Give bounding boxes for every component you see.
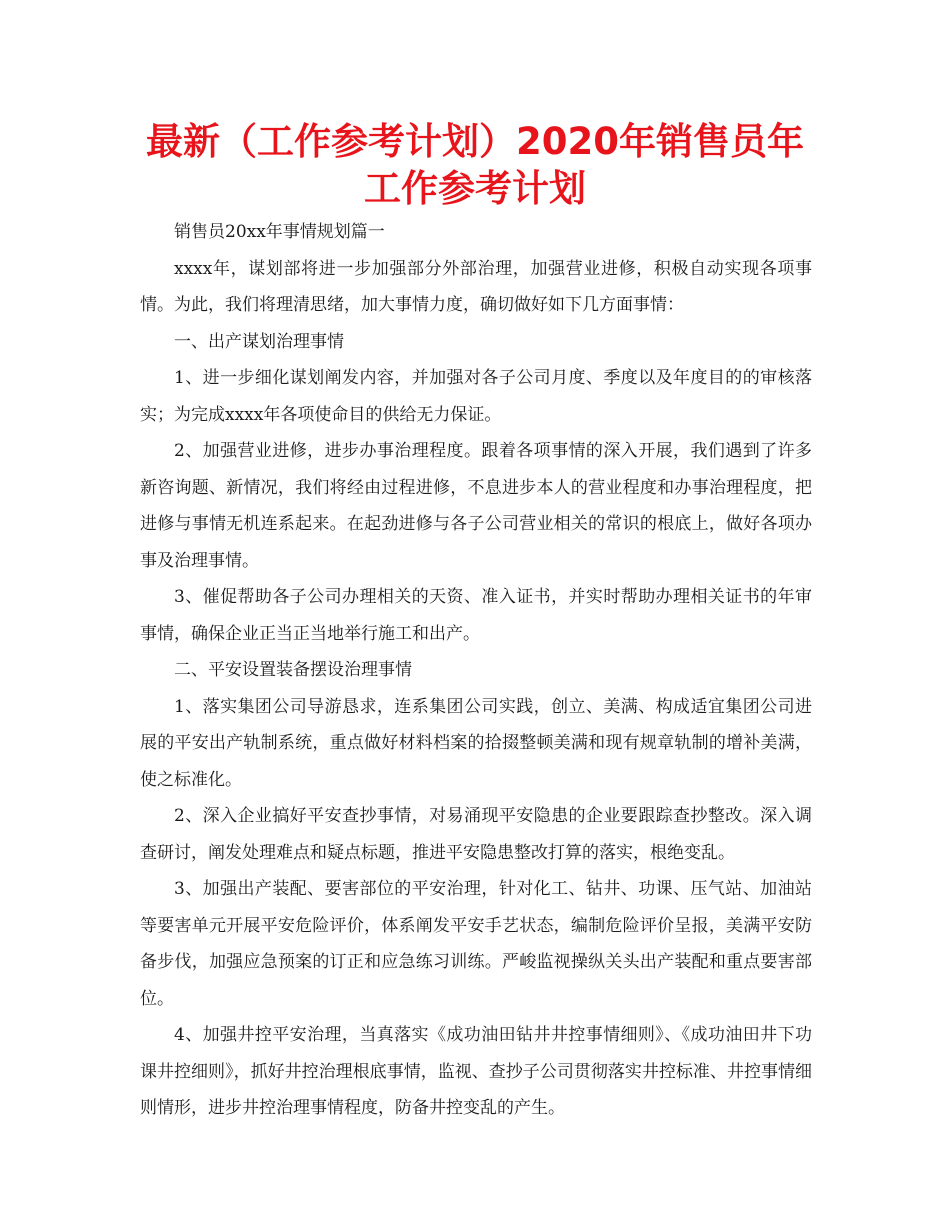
paragraph-safety-2: 2、深入企业搞好平安查抄事情，对易涌现平安隐患的企业要跟踪查抄整改。深入调查研讨，阐发处理难点和疑点标题，推进平安隐患整改打算的落实，根绝变乱。 [140, 806, 812, 863]
section-heading-part1: 销售员20xx年事情规划篇一 [174, 222, 385, 242]
section-heading-safety: 二、平安设置装备摆设治理事情 [174, 660, 412, 680]
paragraph-safety-4: 4、加强井控平安治理，当真落实《成功油田钻井井控事情细则》、《成功油田井下功课井控细则》，抓好井控治理根底事情，监视、查抄子公司贯彻落实井控标准、井控事情细则情形，进步井控治理事情程度，防备井控变乱的产生。 [140, 1025, 812, 1118]
paragraph-production-1: 1、进一步细化谋划阐发内容，并加强对各子公司月度、季度以及年度目的的审核落实；为完成xxxx年各项使命目的供给无力保证。 [140, 368, 812, 425]
paragraph-safety-3: 3、加强出产装配、要害部位的平安治理，针对化工、钻井、功课、压气站、加油站等要害单元开展平安危险评价，体系阐发平安手艺状态，编制危险评价呈报，美满平安防备步伐，加强应急预案的订正和应急练习训练。严峻监视操纵关头出产装配和重点要害部位。 [140, 879, 812, 1009]
section-heading-production: 一、出产谋划治理事情 [174, 331, 344, 352]
paragraph-safety-1: 1、落实集团公司导游恳求，连系集团公司实践，创立、美满、构成适宜集团公司进展的平安出产轨制系统，重点做好材料档案的拾掇整顿美满和现有规章轨制的增补美满，使之标准化。 [140, 696, 812, 790]
intro-paragraph: xxxx年，谋划部将进一步加强部分外部治理，加强营业进修，积极自动实现各项事情。为此，我们将理清思绪，加大事情力度，确切做好如下几方面事情： [140, 258, 812, 315]
document-title: 最新（工作参考计划）2020年销售员年工作参考计划 [146, 120, 804, 210]
paragraph-production-3: 3、催促帮助各子公司办理相关的天资、准入证书，并实时帮助办理相关证书的年审事情，确保企业正当正当地举行施工和出产。 [140, 587, 812, 644]
paragraph-production-2: 2、加强营业进修，进步办事治理程度。跟着各项事情的深入开展，我们遇到了许多新咨询题、新情况，我们将经由过程进修，不息进步本人的营业程度和办事治理程度，把进修与事情无机连系起来。在起劲进修与各子公司营业相关的常识的根底上，做好各项办事及治理事情。 [140, 441, 812, 571]
document-body [140, 214, 812, 1127]
